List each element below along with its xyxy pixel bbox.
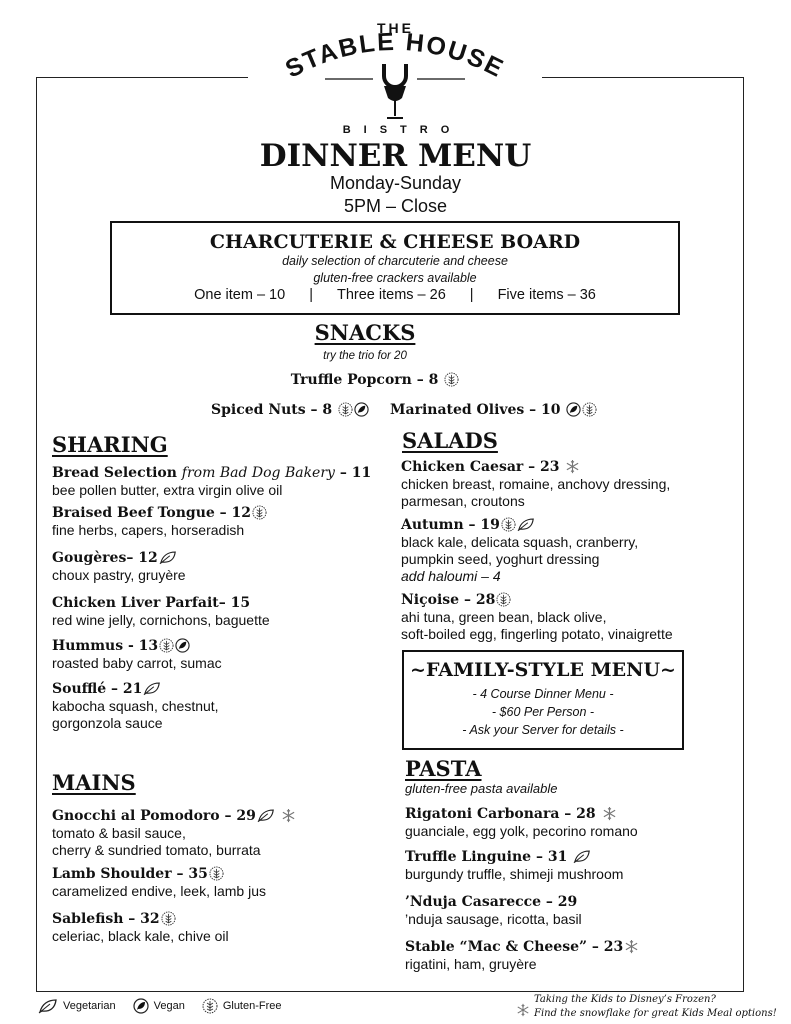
pasta-item-desc: burgundy truffle, shimeji mushroom [405, 866, 624, 882]
sharing-item-desc: red wine jelly, cornichons, baguette [52, 612, 270, 628]
item-title: Gougères– 12 [52, 550, 158, 566]
item-title: Chicken Liver Parfait– 15 [52, 595, 251, 611]
vegan-icon [566, 402, 581, 417]
salad-item-addon: add haloumi – 4 [401, 568, 501, 584]
logo-bistro: BISTRO [342, 124, 463, 136]
svg-text:STABLE HOUSE [281, 28, 509, 84]
gluten-free-icon [209, 866, 224, 881]
pasta-title: PASTA [405, 756, 482, 781]
snack-marinated-olives [390, 401, 597, 419]
item-title: Braised Beef Tongue – 12 [52, 505, 252, 521]
item-price: – 11 [339, 465, 372, 481]
pasta-item-desc: ’nduja sausage, ricotta, basil [405, 911, 582, 927]
sharing-item-name [52, 504, 392, 522]
item-title: ’Nduja Casarecce – 29 [405, 894, 578, 910]
sharing-title: SHARING [52, 432, 168, 457]
salad-item-desc: ahi tuna, green bean, black olive, [401, 609, 607, 625]
sharing-item-name [52, 549, 392, 567]
item-title: Bread Selection [52, 465, 177, 481]
sharing-item-desc: kabocha squash, chestnut, [52, 698, 219, 714]
salad-item-desc: chicken breast, romaine, anchovy dressing, [401, 476, 671, 492]
gluten-free-icon [161, 911, 176, 926]
salads-title: SALADS [402, 428, 498, 453]
pasta-item-desc: guanciale, egg yolk, pecorino romano [405, 823, 638, 839]
gluten-free-icon [159, 638, 174, 653]
sharing-list [52, 464, 392, 732]
gluten-free-icon [202, 998, 218, 1014]
legend-vegetarian: Vegetarian [63, 1000, 116, 1012]
snacks-title: SNACKS [314, 320, 416, 345]
snowflake-icon [516, 1003, 530, 1017]
vegetarian-icon [573, 849, 591, 864]
item-title: Rigatoni Carbonara – 28 [405, 806, 596, 822]
item-title: Lamb Shoulder – 35 [52, 866, 208, 882]
vegan-icon [175, 638, 190, 653]
salad-item-desc: parmesan, croutons [401, 493, 525, 509]
snowflake-icon [602, 806, 617, 821]
salad-item-desc: black kale, delicata squash, cranberry, [401, 534, 639, 550]
pasta-item-desc: rigatini, ham, gruyère [405, 956, 537, 972]
gluten-free-icon [582, 402, 597, 417]
gluten-free-icon [338, 402, 353, 417]
snack-popcorn-label: Truffle Popcorn – 8 [290, 372, 439, 388]
menu-days: Monday-Sunday [329, 173, 462, 193]
gluten-free-icon [444, 372, 459, 387]
item-title: Chicken Caesar – 23 [401, 459, 560, 475]
legend-gluten-free: Gluten-Free [222, 1000, 282, 1012]
vegetarian-icon [38, 998, 58, 1014]
sharing-item-desc: bee pollen butter, extra virgin olive oil [52, 482, 283, 498]
snacks-note: try the trio for 20 [323, 350, 407, 362]
charcuterie-title: CHARCUTERIE & CHEESE BOARD [209, 231, 581, 253]
item-title: Autumn – 19 [401, 517, 500, 533]
vegetarian-icon [257, 808, 275, 823]
page-title: DINNER MENU [259, 138, 532, 174]
sharing-item-name [52, 594, 392, 612]
item-title: Stable “Mac & Cheese” – 23 [405, 939, 624, 955]
pasta-item-name [405, 805, 725, 823]
sharing-item-name [52, 680, 392, 698]
logo-the: THE [377, 20, 414, 36]
gluten-free-icon [501, 517, 516, 532]
kids-line2: Find the snowflake for great Kids Meal options! [534, 1008, 777, 1019]
mains-title: MAINS [52, 770, 136, 795]
gluten-free-icon [496, 592, 511, 607]
sharing-item-desc: fine herbs, capers, horseradish [52, 522, 245, 538]
main-item-name [52, 807, 392, 825]
sharing-item-name [52, 464, 392, 482]
price-separator: | [309, 287, 313, 303]
salad-item-desc: pumpkin seed, yoghurt dressing [401, 551, 600, 567]
pasta-item-name [405, 848, 725, 866]
main-item-desc: tomato & basil sauce, [52, 825, 186, 841]
sharing-item-desc: gorgonzola sauce [52, 715, 163, 731]
vegetarian-icon [143, 681, 161, 696]
menu-hours: 5PM – Close [343, 196, 448, 216]
snowflake-icon [624, 939, 639, 954]
vegan-icon [354, 402, 369, 417]
item-title: Gnocchi al Pomodoro – 29 [52, 808, 256, 824]
snack-spiced-nuts [211, 401, 369, 419]
salads-list [401, 458, 721, 643]
pasta-item-name [405, 893, 725, 911]
main-item-desc: caramelized endive, leek, lamb jus [52, 883, 266, 899]
gluten-free-icon [252, 505, 267, 520]
salad-item-name [401, 458, 721, 476]
charcuterie-prices [112, 287, 678, 303]
snack-nuts-label: Spiced Nuts – 8 [211, 402, 333, 418]
main-item-desc: cherry & sundried tomato, burrata [52, 842, 261, 858]
price-three-items: Three items – 26 [336, 287, 446, 303]
salad-item-name [401, 516, 721, 534]
stable-house-logo [270, 24, 520, 124]
vegetarian-icon [517, 517, 535, 532]
kids-snowflake [516, 1003, 530, 1022]
family-line1: - 4 Course Dinner Menu - [472, 687, 614, 701]
charcuterie-line2: gluten-free crackers available [313, 271, 477, 285]
main-item-desc: celeriac, black kale, chive oil [52, 928, 229, 944]
legend [38, 998, 282, 1014]
pasta-note: gluten-free pasta available [405, 781, 558, 796]
legend-vegan: Vegan [153, 1000, 185, 1012]
main-item-name [52, 910, 392, 928]
price-one-item: One item – 10 [194, 287, 286, 303]
vegetarian-icon [159, 550, 177, 565]
mains-list [52, 807, 392, 945]
snowflake-icon [565, 459, 580, 474]
snack-olives-label: Marinated Olives – 10 [390, 402, 561, 418]
sharing-item-desc: choux pastry, gruyère [52, 567, 186, 583]
item-title: Truffle Linguine – 31 [405, 849, 568, 865]
logo-name: STABLE HOUSE [281, 27, 509, 84]
item-title: Niçoise – 28 [401, 592, 496, 608]
price-five-items: Five items – 36 [497, 287, 596, 303]
sharing-item-desc: roasted baby carrot, sumac [52, 655, 222, 671]
charcuterie-line1: daily selection of charcuterie and cheese [282, 254, 508, 268]
charcuterie-box [110, 221, 680, 315]
price-separator: | [469, 287, 474, 303]
item-title: Soufflé – 21 [52, 681, 143, 697]
snowflake-icon [281, 808, 296, 823]
family-style-box [402, 650, 684, 750]
kids-line1: Taking the Kids to Disney’s Frozen? [534, 994, 716, 1005]
item-extra: from Bad Dog Bakery [181, 465, 335, 481]
pasta-item-name [405, 938, 725, 956]
family-line2: - $60 Per Person - [491, 705, 595, 719]
vegan-icon [133, 998, 149, 1014]
pasta-list [405, 805, 725, 973]
salad-item-desc: soft-boiled egg, fingerling potato, vinaigrette [401, 626, 673, 642]
salad-item-name [401, 591, 721, 609]
snack-truffle-popcorn [0, 371, 750, 389]
sharing-item-name [52, 637, 392, 655]
family-line3: - Ask your Server for details - [462, 723, 624, 737]
item-title: Sablefish – 32 [52, 911, 160, 927]
family-title: ~FAMILY-STYLE MENU~ [410, 659, 676, 681]
main-item-name [52, 865, 392, 883]
item-title: Hummus - 13 [52, 638, 159, 654]
